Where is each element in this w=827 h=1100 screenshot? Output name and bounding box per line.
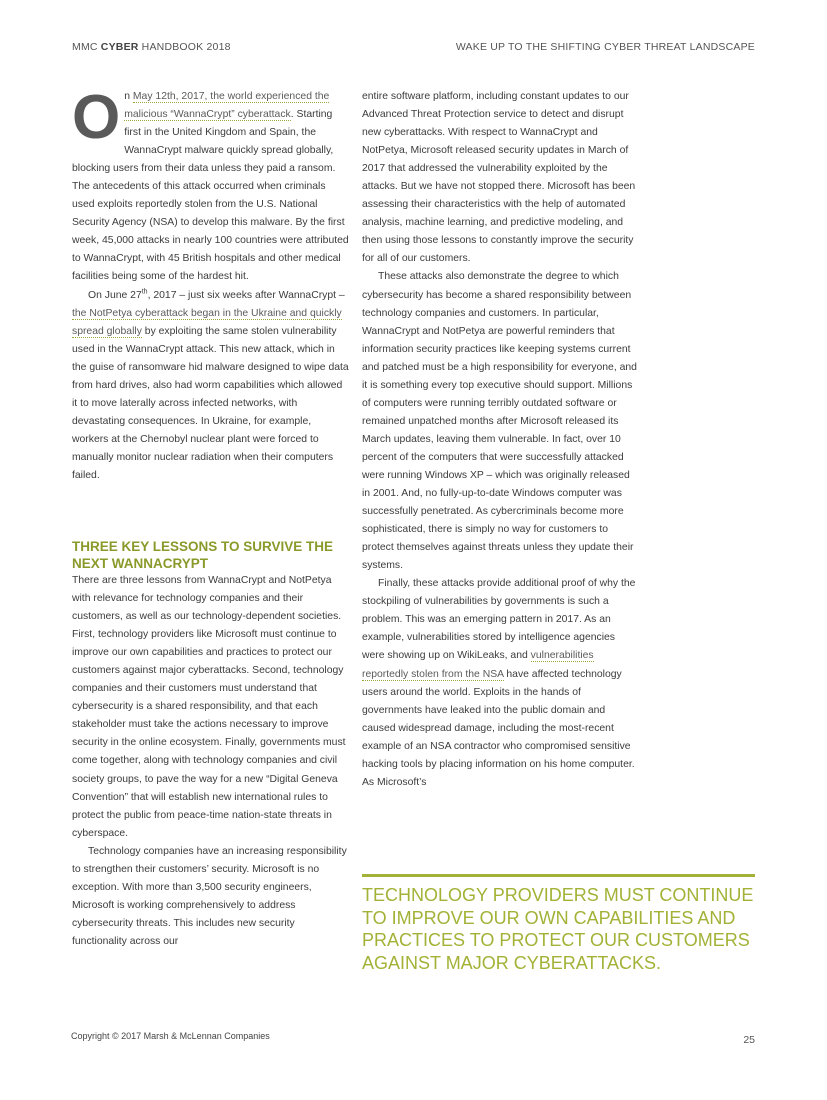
notpetya-mid: , 2017 – just six weeks after WannaCrypt – <box>147 289 345 301</box>
header-prefix: MMC <box>72 41 101 53</box>
notpetya-rest: by exploiting the same stolen vulnerability used in the WannaCrypt attack. This new attack, which in the guise of ransomware hid malware designed to wipe data from hard drives, also had worm capabilities which allowed it to move laterally across infected networks, with devastating consequences. In Ukraine, for example, workers at the Chernobyl nuclear plant were forced to manually monitor nuclear radiation when their computers failed. <box>72 325 349 481</box>
page-number: 25 <box>743 1034 755 1046</box>
notpetya-link[interactable]: the NotPetya cyberattack began in the Ukraine and quickly spread globally <box>72 307 342 337</box>
left-column <box>72 83 350 485</box>
running-header-right: WAKE UP TO THE SHIFTING CYBER THREAT LANDSCAPE <box>455 41 755 53</box>
intro-rest: . Starting first in the United Kingdom and Spain, the WannaCrypt malware quickly spread globally, blocking users from their data unless they paid a ransom. The antecedents of this attack occurred when criminals used exploits reportedly stolen from the U.S. National Security Agency (NSA) to develop this malware. By the first week, 45,000 attacks in nearly 100 countries were attributed to WannaCrypt, with 45 British hospitals and other medical facilities being some of the hardest hit. <box>72 109 349 283</box>
pull-quote: TECHNOLOGY PROVIDERS MUST CONTINUE TO IMPROVE OUR OWN CAPABILITIES AND PRACTICES TO PROTECT OUR CUSTOMERS AGAINST MAJOR CYBERATTACKS. <box>362 874 755 974</box>
section-heading: THREE KEY LESSONS TO SURVIVE THE NEXT WANNACRYPT <box>72 539 334 571</box>
copyright-footer: Copyright © 2017 Marsh & McLennan Companies <box>71 1031 270 1041</box>
drop-cap: O <box>72 83 121 152</box>
platform-paragraph: entire software platform, including constant updates to our Advanced Threat Protection service to detect and disrupt new cyberattacks. With respect to WannaCrypt and NotPetya, Microsoft released security updates in March of 2017 that addressed the vulnerability exploited by the attacks. But we have not stopped there. Microsoft has been assessing their characteristics with the help of automated analysis, machine learning, and predictive modeling, and then using those lessons to constantly improve the security for all of our customers. <box>362 91 636 265</box>
nsa-link[interactable]: vulnerabilities reportedly stolen from the NSA <box>362 650 594 680</box>
running-header-left <box>72 41 231 53</box>
intro-pre: n <box>124 91 133 102</box>
stockpiling-pre: Finally, these attacks provide additional proof of why the stockpiling of vulnerabilities by governments is such a problem. This was an emerging pattern in 2017. As an example, vulnerabilities stored by intelligence agencies were showing up on WikiLeaks, and <box>362 578 636 662</box>
intro-paragraph <box>72 83 350 287</box>
shared-responsibility-paragraph: These attacks also demonstrate the degree to which cybersecurity has become a shared responsibility between technology companies and customers. In particular, WannaCrypt and NotPetya are powerful reminders that information security practices like keeping systems current and patched must be a high responsibility for everyone, and it is something every top executive should support. Millions of computers were running terribly outdated software or remained unpatched months after Microsoft released its March updates, leaving them vulnerable. In fact, over 10 percent of the computers that were successfully attacked were running Windows XP – which was originally released in 2001. And, no fully-up-to-date Windows computer was successfully penetrated. As cybercriminals become more sophisticated, there is simply no way for customers to protect themselves against threats unless they update their systems. <box>362 271 637 572</box>
lessons-section <box>72 538 350 951</box>
header-bold-word: CYBER <box>100 41 139 53</box>
notpetya-pre: On June 27 <box>88 289 142 301</box>
wannacrypt-link[interactable]: May 12th, 2017, the world experienced the malicious “WannaCrypt” cyberattack <box>124 91 330 121</box>
right-column <box>362 88 640 792</box>
responsibility-paragraph: Technology companies have an increasing responsibility to strengthen their customers’ security. Microsoft is no exception. With more than 3,500 security engineers, Microsoft is working comprehensively to address cybersecurity threats. This includes new security functionality across our <box>72 845 347 947</box>
ordinal-superscript: th <box>141 288 148 296</box>
stockpiling-rest: have affected technology users around the world. Exploits in the hands of governments have leaked into the public domain and caused widespread damage, including the most-recent example of an NSA contractor who compromised sensitive hacking tools by placing information on his home computer. As Microsoft’s <box>362 668 635 788</box>
lessons-paragraph: There are three lessons from WannaCrypt and NotPetya with relevance for technology companies and their customers, as well as our technology-dependent societies. First, technology providers like Microsoft must continue to improve our own capabilities and practices to protect our customers against major cyberattacks. Second, technology companies and their customers must understand that cybersecurity is a shared responsibility, and that each stakeholder must take the actions necessary to improve security in the online ecosystem. Finally, governments must come together, along with technology companies and civil society groups, to pave the way for a new “Digital Geneva Convention” that will establish new international rules to protect the public from peace-time nation-state threats in cyberspace. <box>72 575 346 839</box>
notpetya-paragraph <box>72 287 350 486</box>
header-suffix: HANDBOOK 2018 <box>138 41 231 53</box>
stockpiling-paragraph <box>362 575 640 792</box>
